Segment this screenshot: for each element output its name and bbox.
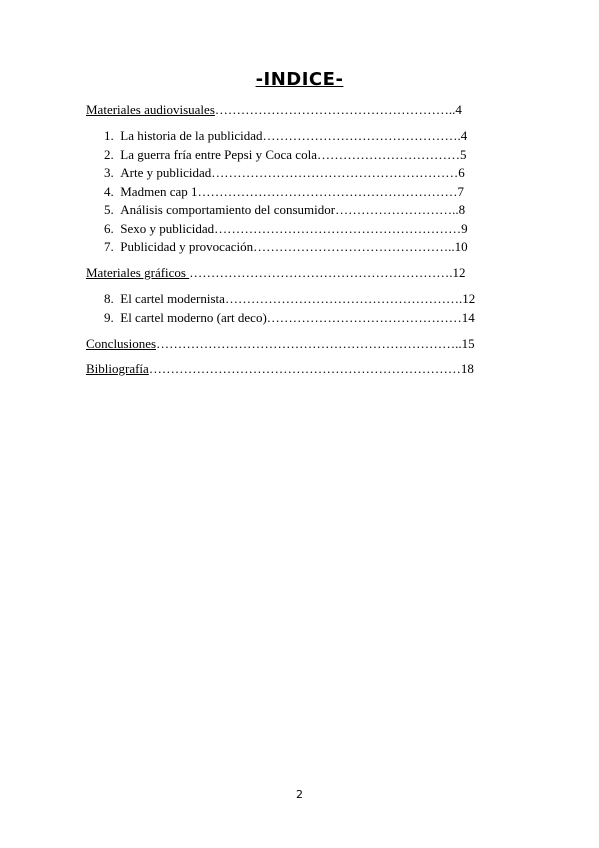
toc-section-materiales-audiovisuales[interactable] <box>86 102 462 118</box>
page-title: -INDICE- <box>255 69 344 90</box>
toc-leader: ……………………………………………………………… <box>148 361 461 376</box>
toc-item[interactable] <box>104 165 465 181</box>
toc-leader: ……………………….. <box>335 202 459 217</box>
toc-section-materiales-graficos[interactable] <box>86 265 465 281</box>
toc-item-label: Análisis comportamiento del consumidor <box>120 202 336 217</box>
toc-section-conclusiones[interactable] <box>86 336 475 352</box>
toc-page: 7 <box>457 184 465 199</box>
toc-leader: ……………………………………………….. <box>214 102 456 117</box>
toc-item[interactable] <box>104 291 475 307</box>
toc-item-label: La guerra fría entre Pepsi y Coca cola <box>120 147 317 162</box>
toc-leader: …………………………… <box>316 147 460 162</box>
toc-item-number: 5. <box>104 202 114 217</box>
toc-item-number: 9. <box>104 310 114 325</box>
toc-item[interactable] <box>104 221 468 237</box>
toc-item-label: El cartel moderno (art deco) <box>120 310 267 325</box>
toc-leader: ……………………………………… <box>266 310 462 325</box>
toc-item[interactable] <box>104 239 468 255</box>
toc-section-bibliografia[interactable] <box>86 361 474 377</box>
toc-page: 10 <box>454 239 468 254</box>
toc-page: 4 <box>455 102 462 117</box>
toc-item-number: 2. <box>104 147 114 162</box>
toc-item-number: 8. <box>104 291 114 306</box>
toc-item-number: 4. <box>104 184 114 199</box>
toc-page: 6 <box>458 165 465 180</box>
toc-item-label: Madmen cap 1 <box>120 184 198 199</box>
toc-leader: ………………………………………………… <box>211 165 459 180</box>
toc-item[interactable] <box>104 310 475 326</box>
toc-page: 8 <box>458 202 466 217</box>
toc-item-number: 1. <box>104 128 114 143</box>
toc-item-label: Sexo y publicidad <box>120 221 215 236</box>
toc-page: 12 <box>462 291 476 306</box>
toc-leader: ………………………………………………… <box>214 221 462 236</box>
toc-leader: ………………………………………………. <box>224 291 463 306</box>
toc-page: 4 <box>460 128 468 143</box>
toc-section-label: Materiales audiovisuales <box>86 102 215 117</box>
page-number: 2 <box>296 788 303 801</box>
toc-item-number: 6. <box>104 221 114 236</box>
toc-section-label: Materiales gráficos <box>86 265 190 280</box>
toc-item[interactable] <box>104 128 467 144</box>
toc-section-label: Conclusiones <box>86 336 157 351</box>
toc-item-number: 7. <box>104 239 114 254</box>
toc-item-number: 3. <box>104 165 114 180</box>
toc-item-label: La historia de la publicidad <box>120 128 263 143</box>
toc-item-label: Arte y publicidad <box>120 165 212 180</box>
toc-leader: …………………………………………………………….. <box>156 336 462 351</box>
toc-page: 12 <box>452 265 466 280</box>
toc-item-label: Publicidad y provocación <box>120 239 254 254</box>
toc-page: 9 <box>461 221 468 236</box>
toc-page: 18 <box>460 361 474 376</box>
toc-leader: ……………………………………………………. <box>189 265 453 280</box>
toc-leader: ……………………………………….. <box>253 239 455 254</box>
toc-section-label: Bibliografía <box>86 361 149 376</box>
toc-leader: …………………………………………………… <box>197 184 458 199</box>
toc-leader: ………………………………………. <box>262 128 461 143</box>
toc-item[interactable] <box>104 184 464 200</box>
toc-item-label: El cartel modernista <box>120 291 225 306</box>
toc-page: 5 <box>459 147 467 162</box>
toc-item[interactable] <box>104 202 465 218</box>
toc-page: 15 <box>461 336 475 351</box>
toc-item[interactable] <box>104 147 466 163</box>
toc-page: 14 <box>461 310 475 325</box>
